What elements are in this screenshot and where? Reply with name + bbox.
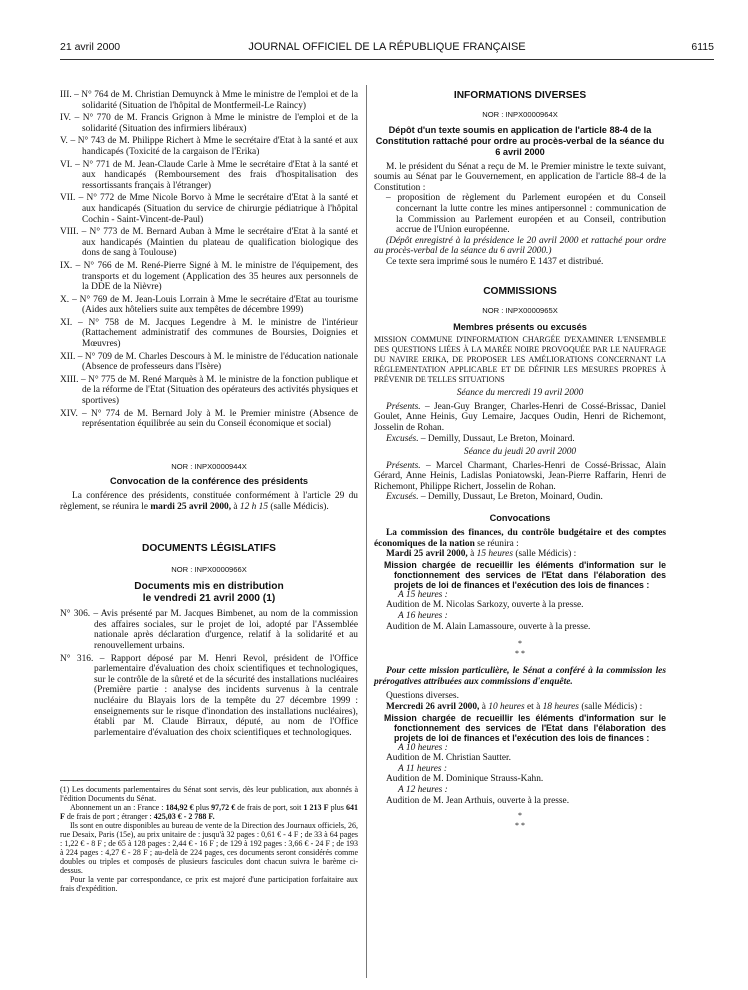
separator-stars: * * [515,649,525,659]
seance-date: Séance du mercredi 19 avril 2000 [456,388,584,399]
questions-diverses: Questions diverses. [386,691,459,702]
column-divider [366,85,367,978]
separator-star: * [518,811,522,821]
question-list [60,90,358,430]
section-heading: Dépôt d'un texte soumis en application de l'article 88-4 de la Constitution rattaché pour ordre au procès-verbal de la séance du 6 avril 2000 [375,124,665,157]
mission-heading: Mission chargée de recueillir les éléments d'information sur le fonctionnement des services de l'Etat dans l'élaboration des projets de loi de finances et l'exécution des lois de finances : [384,559,666,590]
audition: Audition de M. Christian Sautter. [386,753,511,764]
convocation-text: La conférence des présidents, constituée conformément à l'article 29 du règlement, se réunira le mardi 25 avril 2000, à 12 h 15 (salle Médicis). [60,491,358,512]
section-heading: Documents mis en distribution [134,581,284,593]
depot-bullet: – proposition de règlement du Parlement européen et du Conseil concernant la lutte contre les mines antipersonnel : communication de la Commission au Parlement européen et au Conseil, contribution accrue de l'Union européenne. [386,193,666,236]
question-item: XIV. – N° 774 de M. Bernard Joly à M. le Premier ministre (Absence de représentation équilibrée au sein du Conseil économique et social) [60,408,358,430]
page-header [60,41,714,57]
page-number: 6115 [691,41,714,53]
question-item: VII. – N° 772 de Mme Nicole Borvo à Mme le secrétaire d'Etat à la santé et aux handicapés (Situation du service de chirurgie pédiatrique à l'hôpital Cochin - Saint-Vincent-de-Paul) [60,193,358,225]
question-item: XI. – N° 758 de M. Jacques Legendre à M. le ministre de l'intérieur (Rattachement administratif des communes de Boursies, Doignies et Mœuvres) [60,317,359,350]
footnote-sales: Ils sont en outre disponibles au bureau de vente de la Direction des Journaux officiels, 26, rue Desaix, Paris (15e), au prix unitaire de : jusqu'à 32 pages : 0,61 € - 4 F ; de 33 à 64 pages : 1,22 € - 8 F ; de 65 à 128 pages : 2,44 € - 16 F ; de 129 à 192 pages : 3,66 € - 24 F ; de 193 à 224 pages : 4,27 € - 28 F ; au-delà de 224 pages, ces documents seront considérés comme doubles ou triples et composés de plusieurs fascicules dont chacun suivra le barème ci-dessus. [60,821,358,876]
footnote-rule [60,780,160,781]
question-item: V. – N° 743 de M. Philippe Richert à Mme le secrétaire d'Etat à la santé et aux handicapés (Toxicité de la cargaison de l'Erika) [60,136,359,157]
hour-label: A 11 heures : [398,763,448,774]
question-item: VIII. – N° 773 de M. Bernard Auban à Mme le secrétaire d'Etat à la santé et aux handicapés (Maintien du plateau de qualification biologique des dons de sang à Toulouse) [60,227,358,259]
hour-label: A 12 heures : [398,784,448,795]
audition: Audition de M. Dominique Strauss-Kahn. [386,774,544,785]
section-heading: le vendredi 21 avril 2000 (1) [142,593,276,605]
question-item: XII. – N° 709 de M. Charles Descours à M. le ministre de l'éducation nationale (Absence de professeurs dans l'Isère) [60,351,358,373]
section-heading: Convocations [489,513,551,524]
footnote-pricing: Abonnement un an : France : 184,92 € plus 97,72 € de frais de port, soit 1 213 F plus 641 F de frais de port ; étranger : 425,03 € - 2 788 F. [60,803,358,822]
journal-title: JOURNAL OFFICIEL DE LA RÉPUBLIQUE FRANÇAISE [248,41,526,53]
right-column [374,90,666,832]
nor-reference: NOR : INPX0000944X [171,461,247,471]
header-date: 21 avril 2000 [60,41,121,53]
mission-note: Pour cette mission particulière, le Sénat a conféré à la commission les prérogatives attribuées aux commissions d'enquête. [374,666,666,687]
section-title: DOCUMENTS LÉGISLATIFS [142,542,276,554]
audition: Audition de M. Nicolas Sarkozy, ouverte à la presse. [386,600,584,611]
nor-reference: NOR : INPX0000966X [171,564,247,574]
section-heading: Convocation de la conférence des présidents [109,476,309,487]
depot-note: (Dépôt enregistré à la présidence le 20 avril 2000 et rattaché pour ordre au procès-verbal de la séance du 6 avril 2000.) [374,235,666,257]
depot-text: M. le président du Sénat a reçu de M. le Premier ministre le texte suivant, soumis au Sénat par le Gouvernement, en application de l'article 88-4 de la Constitution : [374,161,666,193]
separator-star: * [518,639,522,649]
header-rule [60,59,714,60]
mission-title: MISSION COMMUNE D'INFORMATION CHARGÉE D'EXAMINER L'ENSEMBLE DES QUESTIONS LIÉES À LA MARÉE NOIRE PROVOQUÉE PAR LE NAUFRAGE DU NAVIRE ERIKA, DE PROPOSER LES AMÉLIORATIONS CONCERNANT LA RÉGLEMENTATION APPLICABLE ET DE DÉFINIR LES MESURES PROPRES À PRÉVENIR DE TELLES SITUATIONS [374,335,666,385]
document-item: N° 306. – Avis présenté par M. Jacques Bimbenet, au nom de la commission des affaires sociales, sur le projet de loi, adopté par l'Assemblée nationale après déclaration d'urgence, relatif à la solidarité et au renouvellement urbains. [60,609,358,651]
left-column [60,90,358,893]
hour-label: A 15 heures : [398,589,448,600]
seance-date: Séance du jeudi 20 avril 2000 [463,447,577,458]
footnote-shipping: Pour la vente par correspondance, ce prix est majoré d'une participation forfaitaire aux frais d'expédition. [60,875,358,894]
hour-label: A 16 heures : [398,611,448,622]
nor-reference: NOR : INPX0000965X [482,305,558,315]
audition: Audition de M. Jean Arthuis, ouverte à la presse. [386,795,570,806]
question-item: VI. – N° 771 de M. Jean-Claude Carle à Mme le secrétaire d'Etat à la santé et aux handicapés (Remboursement des frais d'hospitalisation des ressortissants français à l'étranger) [60,159,358,191]
section-title: INFORMATIONS DIVERSES [453,90,587,101]
separator-stars: * * [515,821,525,831]
question-item: IX. – N° 766 de M. René-Pierre Signé à M. le ministre de l'équipement, des transports et du logement (Application des 35 heures aux personnels de la DDE de la Nièvre) [60,260,358,293]
nor-reference: NOR : INPX0000964X [482,110,558,119]
document-item: N° 316. – Rapport déposé par M. Henri Revol, président de l'Office parlementaire d'évaluation des choix scientifiques et technologiques, sur le contrôle de la sûreté et de la sécurité des installations nucléaires (Première partie : analyse des incidents survenus à la centrale nucléaire du Blayais lors de la tempête du 27 décembre 1999 : enseignements sur le risque d'inondation des installations nucléaires), établi par M. Claude Birraux, député, au nom de l'Office parlementaire d'évaluation des choix scientifiques et technologiques. [60,653,358,738]
presents-list: Présents. – Jean-Guy Branger, Charles-Henri de Cossé-Brissac, Daniel Goulet, Anne Heinis, Guy Lemaire, Jacques Oudin, Henri de Richemont, Josselin de Rohan. [374,401,666,433]
commission-intro: La commission des finances, du contrôle budgétaire et des comptes économiques de la nation se réunira : [374,528,666,549]
section-heading: Membres présents ou excusés [453,322,587,333]
hour-label: A 10 heures : [398,742,448,753]
question-item: XIII. – N° 775 de M. René Marquès à M. le ministre de la fonction publique et de la réforme de l'Etat (Situation des opérateurs des activités physiques et sportives) [60,374,358,407]
audition: Audition de M. Alain Lamassoure, ouverte à la presse. [386,621,591,632]
meeting-date: Mercredi 26 avril 2000, à 10 heures et à 18 heures (salle Médicis) : [386,702,643,712]
question-item: X. – N° 769 de M. Jean-Louis Lorrain à Mme le secrétaire d'Etat au tourisme (Aides aux hôteliers suite aux tempêtes de décembre 1999) [60,294,359,316]
excuses-list: Excusés. – Demilly, Dussaut, Le Breton, Moinard, Oudin. [386,492,603,503]
excuses-list: Excusés. – Demilly, Dussaut, Le Breton, Moinard. [386,433,575,444]
section-title: COMMISSIONS [483,285,557,297]
presents-list: Présents. – Marcel Charmant, Charles-Henri de Cossé-Brissac, Alain Gérard, Anne Heinis, Ladislas Poniatowski, Jean-Pierre Raffarin, Henri de Richemont, Philippe Richert, Josselin de Rohan. [374,460,666,492]
footnote: (1) Les documents parlementaires du Sénat sont servis, dès leur publication, aux abonnés à l'édition Documents du Sénat. [60,785,358,804]
meeting-date: Mardi 25 avril 2000, à 15 heures (salle Médicis) : [386,549,577,560]
depot-closing: Ce texte sera imprimé sous le numéro E 1437 et distribué. [386,256,604,267]
question-item: III. – N° 764 de M. Christian Demuynck à Mme le ministre de l'emploi et de la solidarité (Situation de l'hôpital de Montfermeil-Le Raincy) [60,90,358,111]
question-item: IV. – N° 770 de M. Francis Grignon à Mme le ministre de l'emploi et de la solidarité (Situation des infirmiers libéraux) [60,113,358,134]
mission-heading: Mission chargée de recueillir les éléments d'information sur le fonctionnement des services de l'Etat dans l'élaboration des projets de loi de finances et l'exécution des lois de finances : [384,712,666,743]
